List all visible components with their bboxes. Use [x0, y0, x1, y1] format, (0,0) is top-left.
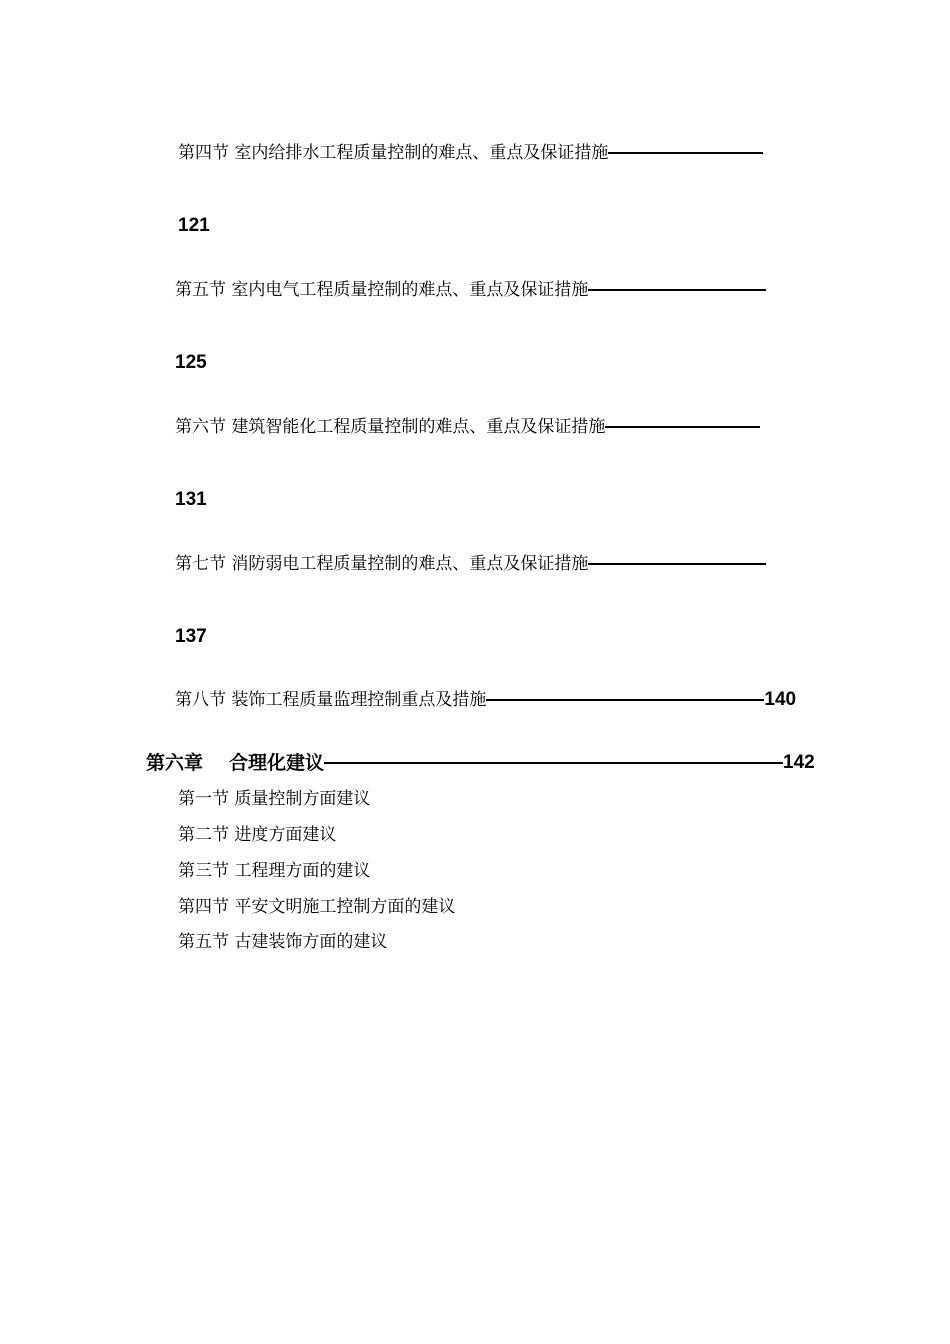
- leader-line: [588, 553, 766, 575]
- toc-entry-title: 第四节 平安文明施工控制方面的建议: [178, 897, 456, 917]
- toc-entry-title: 第五节 室内电气工程质量控制的难点、重点及保证措施: [175, 280, 589, 300]
- toc-entry-page-number: 140: [764, 689, 797, 710]
- toc-entry-section-8: [175, 689, 796, 711]
- leader-line: [486, 689, 764, 711]
- toc-entry-title: 第一节 质量控制方面建议: [178, 789, 371, 809]
- leader-line: [608, 142, 763, 164]
- toc-entry-section-6: [175, 416, 760, 438]
- toc-entry-page-number: 137: [175, 626, 207, 647]
- leader-line: [605, 416, 760, 438]
- toc-subentry-4: [178, 896, 455, 918]
- toc-entry-title: 第二节 进度方面建议: [178, 825, 337, 845]
- toc-entry-section-4: [178, 142, 763, 164]
- toc-entry-title: 第五节 古建装饰方面的建议: [178, 932, 388, 952]
- chapter-number: 第六章: [146, 752, 204, 774]
- toc-entry-page-number: 125: [175, 352, 207, 373]
- toc-entry-title: 第三节 工程理方面的建议: [178, 861, 371, 881]
- chapter-page-number: 142: [783, 752, 815, 773]
- toc-entry-title: 第八节 装饰工程质量监理控制重点及措施: [175, 690, 487, 710]
- toc-chapter-6: [146, 751, 815, 775]
- leader-line: [588, 279, 766, 301]
- toc-entry-page-number: 131: [175, 489, 207, 510]
- toc-entry-title: 第四节 室内给排水工程质量控制的难点、重点及保证措施: [178, 143, 609, 163]
- toc-subentry-1: [178, 788, 370, 810]
- leader-line: [324, 751, 783, 775]
- toc-entry-title: 第六节 建筑智能化工程质量控制的难点、重点及保证措施: [175, 417, 606, 437]
- toc-entry-title: 第七节 消防弱电工程质量控制的难点、重点及保证措施: [175, 554, 589, 574]
- chapter-title: 合理化建议: [229, 752, 325, 774]
- toc-subentry-3: [178, 860, 370, 882]
- toc-subentry-5: [178, 931, 387, 953]
- toc-entry-page-number: 121: [178, 215, 210, 236]
- toc-subentry-2: [178, 824, 336, 846]
- toc-entry-section-5: [175, 279, 766, 301]
- toc-entry-section-7: [175, 553, 766, 575]
